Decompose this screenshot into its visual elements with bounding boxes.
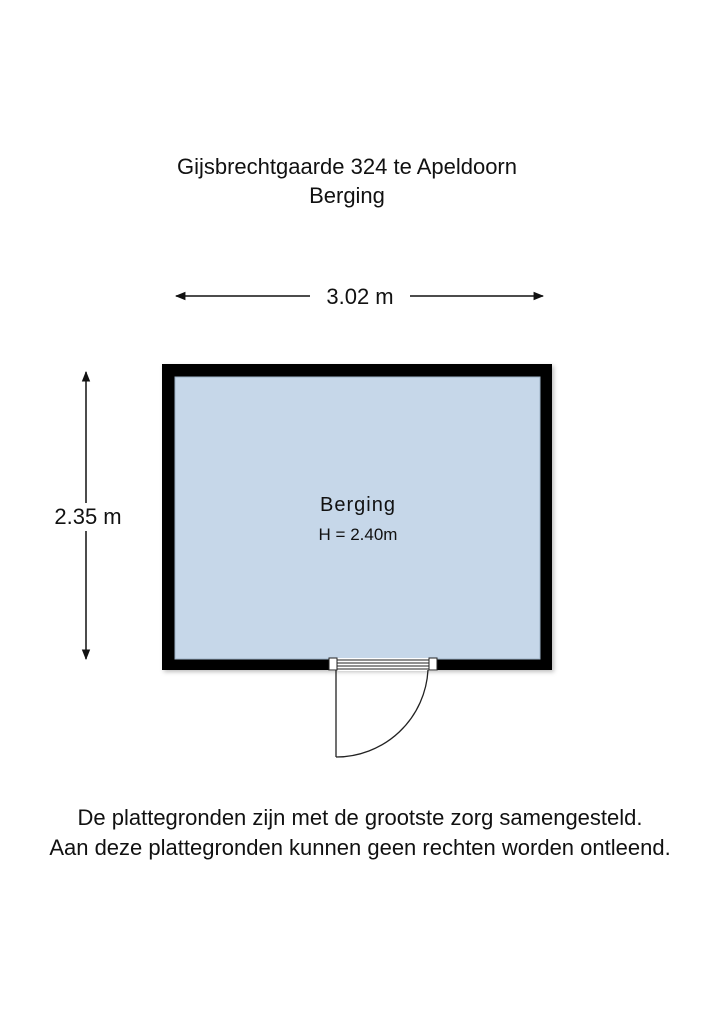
disclaimer-line-2: Aan deze plattegronden kunnen geen rechten worden ontleend. — [49, 835, 671, 860]
door — [329, 658, 437, 757]
address-title: Gijsbrechtgaarde 324 te Apeldoorn — [176, 154, 517, 179]
room-height-label: H = 2.40m — [318, 525, 398, 544]
room-floor — [175, 377, 540, 659]
disclaimer-line-1: De plattegronden zijn met de grootste zorg samengesteld. — [77, 805, 643, 830]
room-name-label: Berging — [320, 494, 396, 516]
door-swing-arc — [336, 670, 428, 757]
depth-dimension-label: 2.35 m — [40, 503, 136, 531]
width-dimension-label: 3.02 m — [310, 283, 410, 311]
floor-title: Berging — [309, 183, 385, 208]
